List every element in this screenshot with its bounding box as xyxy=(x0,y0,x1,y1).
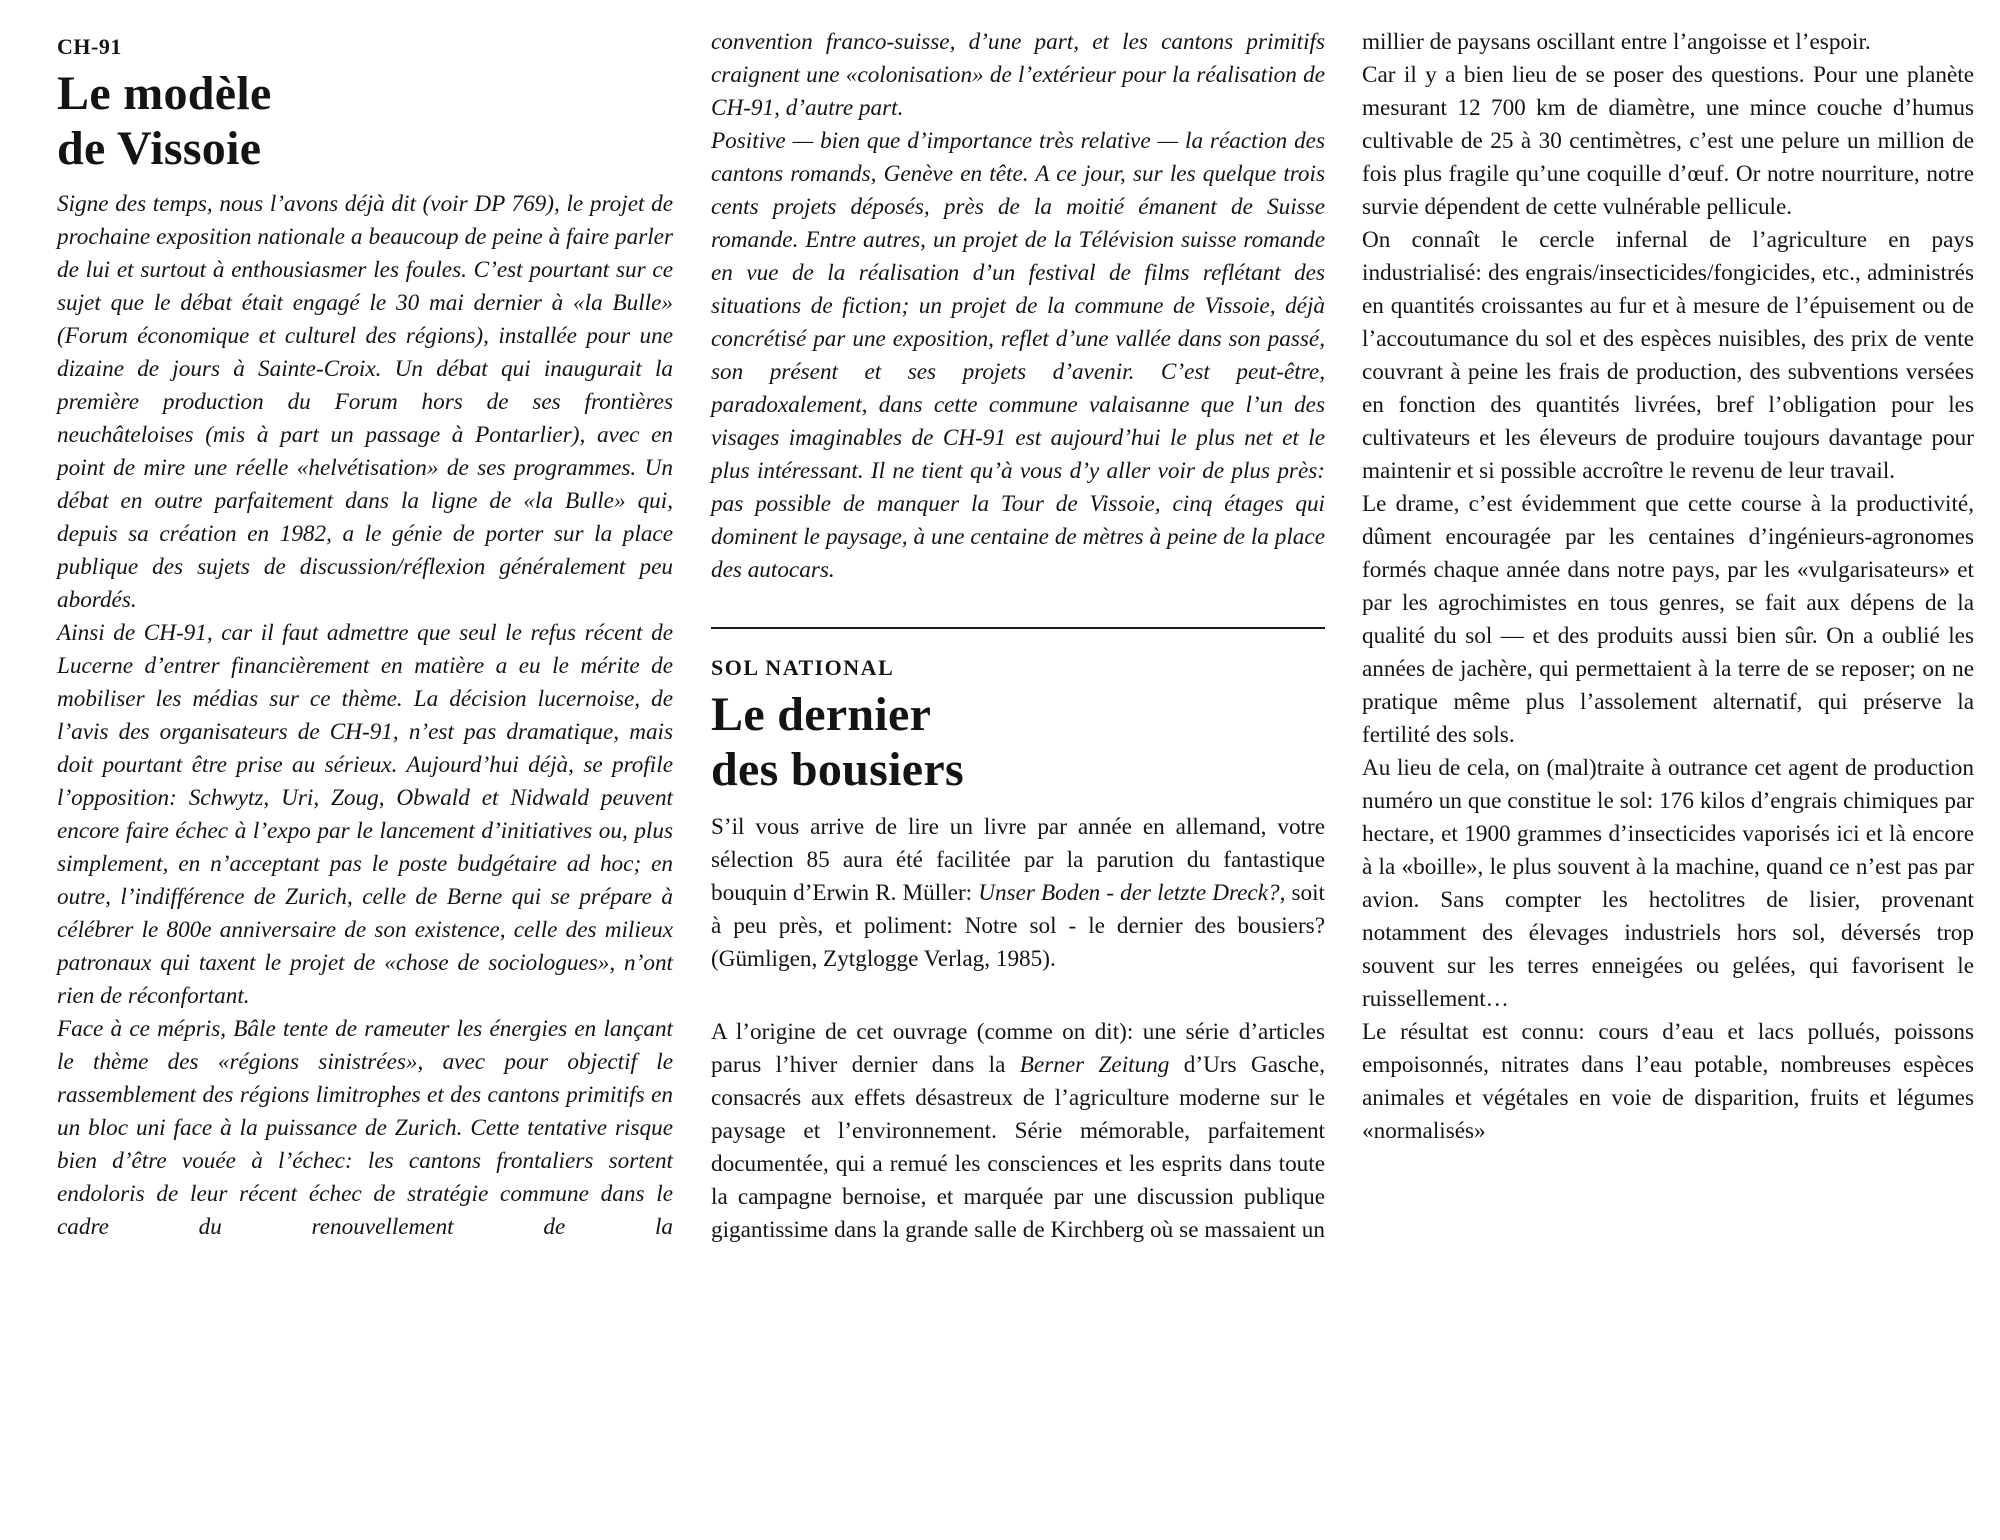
article2-p2-text-a: A l’origine de cet ouvrage (comme on dit): une série d’articles parus l’hiver dernier dans la xyxy=(711,1019,1325,1078)
article2-paragraph-1 xyxy=(711,811,1325,976)
article2-kicker: SOL NATIONAL xyxy=(711,655,895,680)
article2-title-line1: Le dernier xyxy=(711,688,932,741)
article2-title xyxy=(711,687,1325,797)
article2-paragraph-6: Au lieu de cela, on (mal)traite à outrance cet agent de production numéro un que constitue le sol: 176 kilos d’engrais chimiques par hectare, et 1900 grammes d’insecticides vaporisés ici et là encore à la «boille», le plus souvent à la machine, quand ce n’est pas par avion. Sans compter les hectolitres de lisier, provenant notamment des élevages industriels hors sol, déversés trop souvent sur les terres enneigées ou gelées, qui favorisent le ruissellement… xyxy=(1362,755,1974,1012)
article2-paragraph-2-continued: millier de paysans oscillant entre l’angoisse et l’espoir. xyxy=(1362,29,1871,55)
newspaper-name: Berner Zeitung xyxy=(1019,1052,1170,1078)
article1-title-line1: Le modèle xyxy=(57,67,272,120)
column-3 xyxy=(1362,26,1974,1148)
article1-paragraph-3-continued: convention franco-suisse, d’une part, et les cantons primitifs craignent une «colonisation» de l’extérieur pour la réalisation de CH-91, d’autre part. xyxy=(711,29,1325,121)
article1-kicker: CH-91 xyxy=(57,34,122,59)
article2-paragraph-3: Car il y a bien lieu de se poser des questions. Pour une planète mesurant 12 700 km de diamètre, une mince couche d’humus cultivable de 25 à 30 centimètres, c’est une pelure un million de fois plus fragile qu’une coquille d’œuf. Or notre nourriture, notre survie dépendent de cette vulnérable pellicule. xyxy=(1362,62,1974,220)
article2-paragraph-4: On connaît le cercle infernal de l’agriculture en pays industrialisé: des engrais/insecticides/fongicides, etc., administrés en quantités croissantes au fur et à mesure de l’épuisement ou de l’accoutumance du sol et des espèces nuisibles, des prix de vente couvrant à peine les frais de production, des subventions versées en fonction des quantités livrées, bref l’obligation pour les cultivateurs et les éleveurs de produire toujours davantage pour maintenir et si possible accroître le revenu de leur travail. xyxy=(1362,227,1974,484)
article2-p1-text-b: , soit à peu près, et poliment: Notre sol - le dernier des bousiers? (Gümligen, Zytglogge Verlag, 1985). xyxy=(711,880,1325,972)
article2-paragraph-5: Le drame, c’est évidemment que cette course à la productivité, dûment encouragée par les centaines d’ingénieurs-agronomes formés chaque année dans notre pays, par les «vulgarisateurs» et par les agrochimistes en tous genres, se fait aux dépens de la qualité du sol — et des produits aussi bien sûr. On a oublié les années de jachère, qui permettaient à la terre de se reposer; on ne pratique même plus l’assolement alternatif, qui préserve la fertilité des sols. xyxy=(1362,491,1974,748)
article2-paragraph-2 xyxy=(711,1016,1325,1247)
article1-title-line2: de Vissoie xyxy=(57,122,262,175)
article1-paragraph-4: Positive — bien que d’importance très relative — la réaction des cantons romands, Genève en tête. A ce jour, sur les quelque trois cents projets déposés, près de la moitié émanent de Suisse romande. Entre autres, un projet de la Télévision suisse romande en vue de la réalisation d’un festival de films reflétant des situations de fiction; un projet de la commune de Vissoie, déjà concrétisé par une exposition, reflet d’une vallée dans son passé, son présent et ses projets d’avenir. C’est peut-être, paradoxalement, dans cette commune valaisanne que l’un des visages imaginables de CH-91 est aujourd’hui le plus net et le plus intéressant. Il ne tient qu’à vous d’y aller voir de plus près: pas possible de manquer la Tour de Vissoie, cinq étages qui dominent le paysage, à une centaine de mètres à peine de la place des autocars. xyxy=(711,128,1325,583)
article-divider xyxy=(711,627,1325,629)
article1-paragraph-3: Face à ce mépris, Bâle tente de rameuter les énergies en lançant le thème des «régions sinistrées», avec pour objectif le rassemblement des régions limitrophes et des cantons primitifs en un bloc uni face à la puissance de Zurich. Cette tentative risque bien d’être vouée à l’échec: les cantons frontaliers sortent endoloris de leur récent échec de stratégie commune dans le cadre du renouvellement de la xyxy=(57,1016,673,1240)
book-title: Unser Boden - der letzte Dreck? xyxy=(978,880,1280,906)
article2-p1-text-a: S’il vous arrive de lire un livre par année en allemand, votre sélection 85 aura été facilitée par la parution du fantastique bouquin d’Erwin R. Müller: xyxy=(711,814,1325,906)
column-2 xyxy=(711,26,1325,1247)
column-1 xyxy=(57,26,673,1244)
article2-title-line2: des bousiers xyxy=(711,743,964,796)
article2-paragraph-7: Le résultat est connu: cours d’eau et lacs pollués, poissons empoisonnés, nitrates dans l’eau potable, nombreuses espèces animales et végétales en voie de disparition, fruits et légumes «normalisés» xyxy=(1362,1019,1974,1144)
article1-paragraph-1: Signe des temps, nous l’avons déjà dit (voir DP 769), le projet de prochaine exposition nationale a beaucoup de peine à faire parler de lui et surtout à enthousiasmer les foules. C’est pourtant sur ce sujet que le débat était engagé le 30 mai dernier à «la Bulle» (Forum économique et culturel des régions), installée pour une dizaine de jours à Sainte-Croix. Un débat qui inaugurait la première production du Forum hors de ses frontières neuchâteloises (mis à part un passage à Pontarlier), avec en point de mire une réelle «helvétisation» de ses programmes. Un débat en outre parfaitement dans la ligne de «la Bulle» qui, depuis sa création en 1982, a le génie de porter sur la place publique des sujets de discussion/réflexion généralement peu abordés. xyxy=(57,191,673,613)
article2-p2-text-b: d’Urs Gasche, consacrés aux effets désastreux de l’agriculture moderne sur le paysage et l’environnement. Série mémorable, parfaitement documentée, qui a remué les consciences et les esprits dans toute la campagne bernoise, et marquée par une discussion publique gigantissime dans la grande salle de Kirchberg où se massaient un xyxy=(711,1052,1325,1243)
article1-paragraph-2: Ainsi de CH-91, car il faut admettre que seul le refus récent de Lucerne d’entrer financièrement en matière a eu le mérite de mobiliser les médias sur ce thème. La décision lucernoise, de l’avis des organisateurs de CH-91, n’est pas dramatique, mais doit pourtant être prise au sérieux. Aujourd’hui déjà, se profile l’opposition: Schwytz, Uri, Zoug, Obwald et Nidwald peuvent encore faire échec à l’expo par le lancement d’initiatives ou, plus simplement, en n’acceptant pas le poste budgétaire ad hoc; en outre, l’indifférence de Zurich, celle de Berne qui se prépare à célébrer le 800e anniversaire de son existence, celle des milieux patronaux qui taxent le projet de «chose de sociologues», n’ont rien de réconfortant. xyxy=(57,620,673,1009)
article1-title xyxy=(57,66,673,176)
